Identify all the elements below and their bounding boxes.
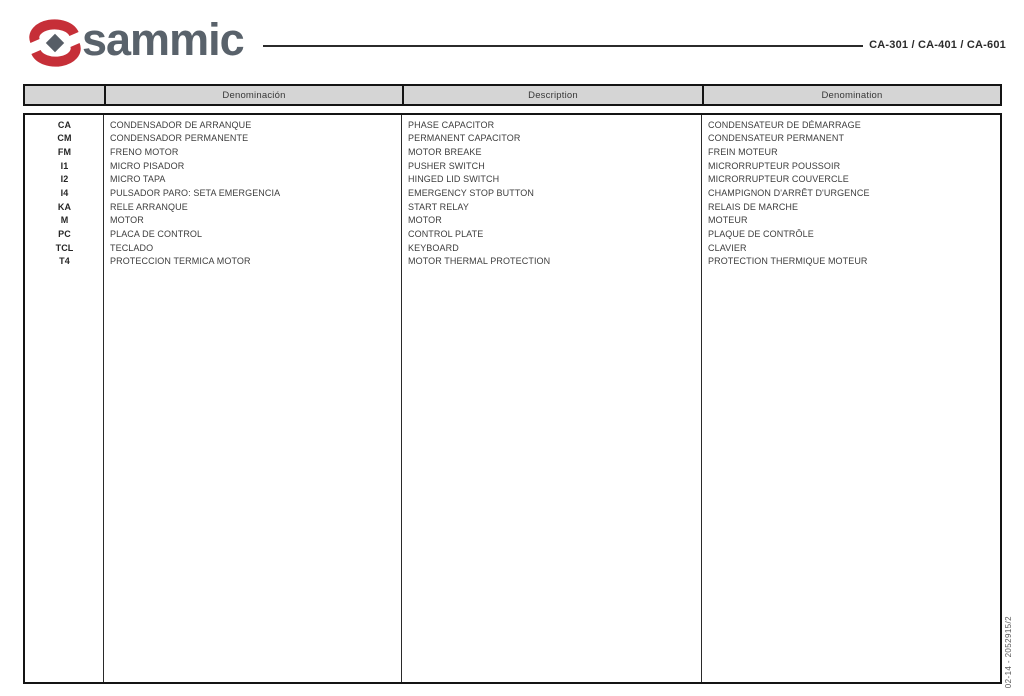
table-row	[25, 159, 1000, 173]
document-reference: 02-14 - 2052915/2	[1004, 615, 1013, 688]
denominacion-es: MICRO TAPA	[110, 174, 166, 185]
component-code: I4	[60, 188, 69, 199]
denominacion-es: PULSADOR PARO: SETA EMERGENCIA	[110, 188, 281, 199]
component-code: T4	[59, 256, 70, 267]
description-en: START RELAY	[408, 201, 469, 212]
table-row	[25, 186, 1000, 200]
legend-table-rows	[25, 115, 1000, 682]
table-row	[25, 145, 1000, 159]
description-en: MOTOR THERMAL PROTECTION	[408, 256, 551, 267]
description-en: CONTROL PLATE	[408, 228, 484, 239]
denomination-fr: CHAMPIGNON D'ARRÊT D'URGENCE	[708, 188, 870, 199]
header-divider-line	[263, 45, 863, 47]
table-row	[25, 118, 1000, 132]
table-row	[25, 173, 1000, 187]
header-description: Description	[402, 86, 702, 104]
sammic-logo-icon	[27, 19, 83, 67]
component-code: I1	[60, 160, 69, 171]
legend-table	[23, 113, 1002, 684]
component-code: M	[60, 215, 69, 226]
denominacion-es: RELE ARRANQUE	[110, 201, 188, 212]
component-code: TCL	[55, 242, 74, 253]
component-code: I2	[60, 174, 69, 185]
component-code: FM	[57, 147, 72, 158]
denomination-fr: MOTEUR	[708, 215, 748, 226]
description-en: MOTOR BREAKE	[408, 147, 482, 158]
denominacion-es: FRENO MOTOR	[110, 147, 179, 158]
denomination-fr: CONDENSATEUR PERMANENT	[708, 133, 845, 144]
description-en: EMERGENCY STOP BUTTON	[408, 188, 534, 199]
denominacion-es: TECLADO	[110, 242, 154, 253]
header-denomination: Denomination	[702, 86, 1000, 104]
denomination-fr: FREIN MOTEUR	[708, 147, 778, 158]
description-en: KEYBOARD	[408, 242, 459, 253]
denomination-fr: CLAVIER	[708, 242, 747, 253]
model-numbers: CA-301 / CA-401 / CA-601	[869, 39, 1006, 51]
denominacion-es: CONDENSADOR PERMANENTE	[110, 133, 249, 144]
description-en: MOTOR	[408, 215, 442, 226]
component-code: PC	[58, 228, 71, 239]
description-en: PHASE CAPACITOR	[408, 119, 495, 130]
denominacion-es: MICRO PISADOR	[110, 160, 185, 171]
component-code: KA	[57, 201, 72, 212]
denominacion-es: PLACA DE CONTROL	[110, 228, 203, 239]
header-denominacion: Denominación	[104, 86, 402, 104]
table-row	[25, 227, 1000, 241]
table-row	[25, 241, 1000, 255]
denominacion-es: MOTOR	[110, 215, 144, 226]
header-code-column	[25, 86, 104, 104]
denomination-fr: RELAIS DE MARCHE	[708, 201, 799, 212]
denomination-fr: CONDENSATEUR DE DÉMARRAGE	[708, 119, 861, 130]
denomination-fr: PLAQUE DE CONTRÔLE	[708, 228, 814, 239]
denominacion-es: PROTECCION TERMICA MOTOR	[110, 256, 251, 267]
brand-wordmark: sammic	[82, 14, 244, 65]
description-en: PERMANENT CAPACITOR	[408, 133, 521, 144]
table-row	[25, 254, 1000, 268]
table-row	[25, 132, 1000, 146]
description-en: HINGED LID SWITCH	[408, 174, 500, 185]
description-en: PUSHER SWITCH	[408, 160, 485, 171]
denomination-fr: MICRORRUPTEUR COUVERCLE	[708, 174, 849, 185]
component-code: CM	[57, 133, 72, 144]
denominacion-es: CONDENSADOR DE ARRANQUE	[110, 119, 252, 130]
table-row	[25, 200, 1000, 214]
denomination-fr: PROTECTION THERMIQUE MOTEUR	[708, 256, 868, 267]
table-header-band	[23, 84, 1002, 106]
component-code: CA	[57, 119, 72, 130]
denomination-fr: MICRORRUPTEUR POUSSOIR	[708, 160, 841, 171]
table-row	[25, 213, 1000, 227]
